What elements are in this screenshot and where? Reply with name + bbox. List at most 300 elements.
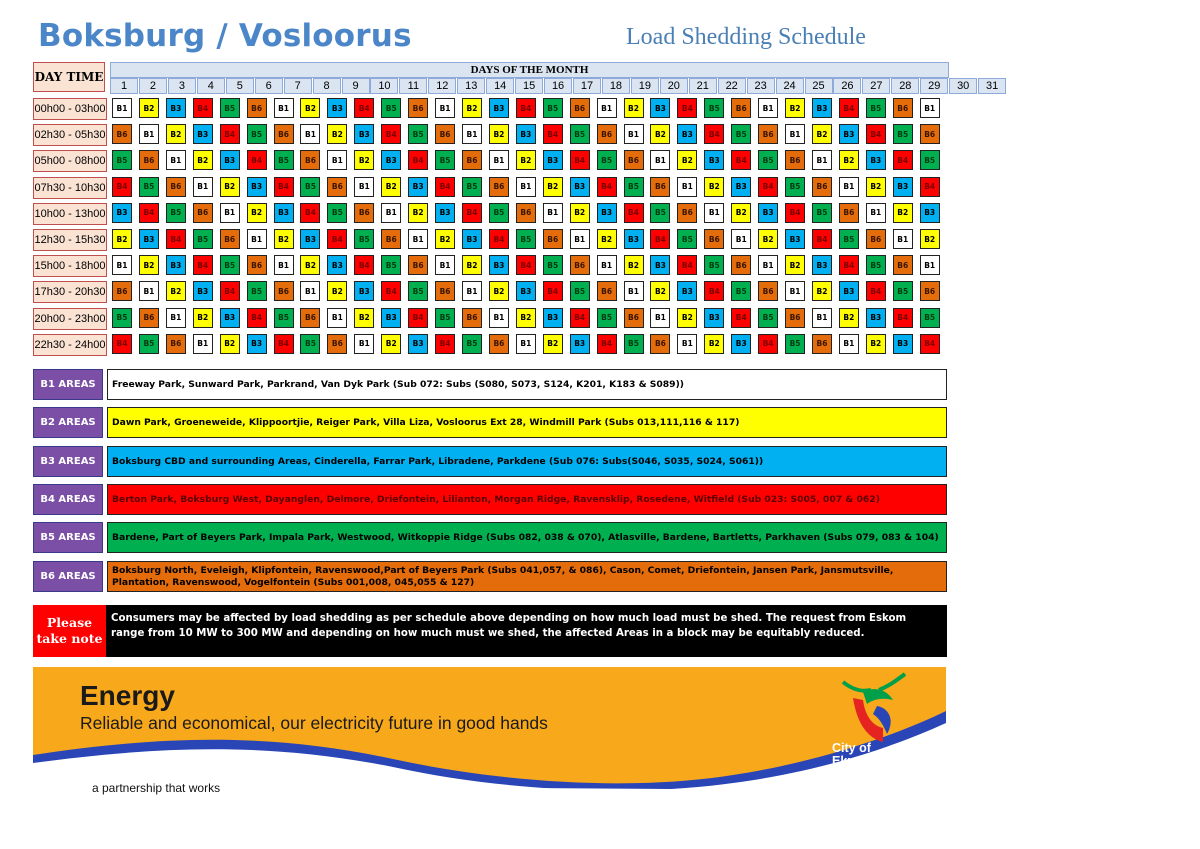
block-cell: B2 [300,98,320,118]
day-number: 2 [139,78,167,94]
block-cell: B3 [489,98,509,118]
block-cell: B1 [193,177,213,197]
block-cell: B4 [570,150,590,170]
block-cell: B4 [408,150,428,170]
block-cell: B6 [462,150,482,170]
block-cells [112,229,947,249]
day-number: 4 [197,78,225,94]
block-cell: B1 [785,124,805,144]
block-cells [112,334,947,354]
area-label: B5 AREAS [33,522,103,553]
block-cell: B4 [462,203,482,223]
block-cell: B4 [274,334,294,354]
block-cell: B2 [166,281,186,301]
block-cell: B4 [327,229,347,249]
day-number: 29 [920,78,948,94]
block-cell: B1 [543,203,563,223]
page-title: Boksburg / Vosloorus [38,18,412,54]
block-cell: B2 [193,150,213,170]
block-cell: B2 [597,229,617,249]
block-cells [112,98,947,118]
block-cell: B3 [274,203,294,223]
block-cell: B6 [166,334,186,354]
city-logo-icon [835,668,915,748]
block-cell: B5 [650,203,670,223]
block-cell: B4 [112,334,132,354]
day-number: 14 [486,78,514,94]
area-description: Berton Park, Boksburg West, Dayanglen, Delmore, Driefontein, Lilianton, Morgan Ridge, Ravensklip, Rosedene, Witfield (Sub 023: S005, 007 & 062) [107,484,947,515]
time-slot-label: 15h00 - 18h00 [33,255,107,277]
block-cell: B5 [570,124,590,144]
block-cell: B3 [408,177,428,197]
block-cell: B4 [516,98,536,118]
block-cell: B5 [489,203,509,223]
block-cell: B5 [408,124,428,144]
block-cell: B1 [435,98,455,118]
block-cell: B1 [597,98,617,118]
block-cell: B3 [812,98,832,118]
block-cell: B6 [624,308,644,328]
block-cell: B3 [543,150,563,170]
block-cell: B6 [543,229,563,249]
block-cell: B1 [489,308,509,328]
block-cell: B1 [839,334,859,354]
block-cell: B2 [920,229,940,249]
block-cell: B4 [435,334,455,354]
block-cell: B6 [920,124,940,144]
block-cell: B1 [354,334,374,354]
block-cell: B5 [462,334,482,354]
block-cell: B3 [381,308,401,328]
block-cell: B6 [866,229,886,249]
block-cell: B5 [624,334,644,354]
block-cell: B2 [381,334,401,354]
notice-box [33,605,947,657]
block-cell: B1 [220,203,240,223]
block-cell: B5 [435,150,455,170]
day-number: 8 [313,78,341,94]
area-label: B4 AREAS [33,484,103,515]
block-cell: B6 [274,281,294,301]
block-cell: B4 [166,229,186,249]
block-cell: B4 [139,203,159,223]
block-cell: B1 [300,281,320,301]
area-row [33,446,947,477]
block-cell: B6 [247,98,267,118]
block-cell: B6 [677,203,697,223]
block-cell: B5 [274,150,294,170]
area-row [33,407,947,438]
block-cell: B4 [193,98,213,118]
block-cell: B1 [139,124,159,144]
energy-heading: Energy [80,680,175,711]
block-cell: B3 [570,334,590,354]
block-cell: B4 [785,203,805,223]
day-time-header: DAY TIME [33,62,105,92]
block-cell: B3 [704,150,724,170]
block-cell: B6 [139,150,159,170]
block-cell: B1 [624,281,644,301]
block-cell: B2 [354,150,374,170]
block-cell: B5 [597,308,617,328]
block-cell: B1 [704,203,724,223]
block-cell: B6 [354,203,374,223]
block-cell: B4 [381,281,401,301]
block-cell: B4 [408,308,428,328]
block-cell: B3 [166,255,186,275]
block-cell: B2 [220,177,240,197]
block-cell: B2 [462,98,482,118]
block-cell: B5 [381,98,401,118]
block-cell: B2 [704,334,724,354]
block-cell: B4 [247,150,267,170]
block-cell: B3 [677,124,697,144]
block-cell: B5 [139,334,159,354]
block-cell: B3 [193,281,213,301]
block-cell: B3 [516,281,536,301]
block-cell: B3 [300,229,320,249]
block-cell: B3 [516,124,536,144]
block-cell: B6 [570,98,590,118]
day-number: 23 [747,78,775,94]
block-cell: B5 [920,308,940,328]
day-number: 31 [978,78,1006,94]
block-cell: B6 [758,124,778,144]
block-cell: B5 [624,177,644,197]
block-cell: B4 [516,255,536,275]
block-cell: B5 [731,281,751,301]
block-cell: B1 [139,281,159,301]
block-cell: B4 [893,308,913,328]
block-cell: B4 [597,334,617,354]
block-cell: B5 [193,229,213,249]
day-number: 9 [342,78,370,94]
block-cell: B2 [731,203,751,223]
block-cell: B3 [650,255,670,275]
block-cell: B3 [435,203,455,223]
block-cell: B3 [139,229,159,249]
block-cell: B2 [274,229,294,249]
block-cell: B6 [758,281,778,301]
time-slot-label: 22h30 - 24h00 [33,334,107,356]
block-cells [112,124,947,144]
block-cell: B4 [381,124,401,144]
block-cell: B5 [220,255,240,275]
block-cell: B2 [489,124,509,144]
block-cell: B6 [247,255,267,275]
block-cells [112,150,947,170]
block-cell: B2 [704,177,724,197]
block-cell: B4 [435,177,455,197]
block-cell: B5 [543,255,563,275]
block-cell: B5 [327,203,347,223]
block-cell: B1 [300,124,320,144]
block-cell: B5 [300,177,320,197]
block-cell: B1 [166,308,186,328]
block-cell: B4 [300,203,320,223]
day-number: 6 [255,78,283,94]
block-cell: B5 [408,281,428,301]
day-number: 27 [862,78,890,94]
block-cell: B2 [193,308,213,328]
days-of-month-header: DAYS OF THE MONTH [110,62,949,78]
block-cell: B2 [112,229,132,249]
block-cell: B5 [570,281,590,301]
block-cell: B3 [408,334,428,354]
block-cell: B1 [677,177,697,197]
block-cell: B1 [462,124,482,144]
day-number: 3 [168,78,196,94]
area-description: Bardene, Part of Beyers Park, Impala Park, Westwood, Witkoppie Ridge (Subs 082, 038 & 070), Atlasville, Bardene, Bartletts, Parkhaven (Subs 079, 083 & 104) [107,522,947,553]
block-cell: B3 [758,203,778,223]
block-cell: B1 [166,150,186,170]
block-cell: B1 [893,229,913,249]
notice-text: Consumers may be affected by load shedding as per schedule above depending on how much load must be shed. The request from Eskom range from 10 MW to 300 MW and depending on how much must we shed, the affected Areas in a block may be equitably reduced. [106,605,947,657]
block-cell: B2 [812,124,832,144]
area-row [33,484,947,515]
block-cell: B4 [543,124,563,144]
block-cell: B6 [570,255,590,275]
day-number: 26 [833,78,861,94]
area-label: B2 AREAS [33,407,103,438]
block-cell: B5 [139,177,159,197]
area-description: Freeway Park, Sunward Park, Parkrand, Van Dyk Park (Sub 072: Subs (S080, S073, S124, K201, K183 & S089)) [107,369,947,400]
block-cell: B4 [624,203,644,223]
area-description: Boksburg CBD and surrounding Areas, Cinderella, Farrar Park, Libradene, Parkdene (Sub 076: Subs(S046, S035, S024, S061)) [107,446,947,477]
block-cell: B6 [597,281,617,301]
area-label: B3 AREAS [33,446,103,477]
block-cell: B2 [785,255,805,275]
block-cell: B3 [920,203,940,223]
block-cell: B2 [758,229,778,249]
block-cell: B3 [327,98,347,118]
block-cell: B2 [839,150,859,170]
block-cell: B3 [166,98,186,118]
block-cell: B5 [247,281,267,301]
block-cell: B5 [543,98,563,118]
notice-label: Please take note [33,605,106,657]
block-cell: B4 [920,177,940,197]
block-cell: B5 [866,255,886,275]
block-cell: B4 [570,308,590,328]
block-cell: B5 [839,229,859,249]
block-cell: B4 [650,229,670,249]
area-row [33,369,947,400]
block-cell: B2 [543,334,563,354]
block-cell: B6 [112,124,132,144]
block-cell: B1 [408,229,428,249]
block-cell: B4 [839,255,859,275]
block-cell: B3 [839,124,859,144]
day-number: 11 [399,78,427,94]
block-cell: B5 [166,203,186,223]
block-cell: B2 [139,98,159,118]
block-cell: B6 [408,255,428,275]
block-cell: B6 [327,177,347,197]
block-cell: B3 [489,255,509,275]
block-cell: B4 [112,177,132,197]
block-cell: B2 [785,98,805,118]
day-number: 22 [718,78,746,94]
block-cell: B6 [731,255,751,275]
block-cell: B5 [247,124,267,144]
block-cell: B3 [462,229,482,249]
block-cell: B3 [247,334,267,354]
block-cell: B2 [624,255,644,275]
block-cell: B2 [866,334,886,354]
block-cell: B6 [139,308,159,328]
block-cell: B1 [920,255,940,275]
block-cell: B6 [731,98,751,118]
block-cell: B2 [327,281,347,301]
block-cell: B1 [516,334,536,354]
block-cell: B4 [677,255,697,275]
block-cell: B6 [785,150,805,170]
block-cell: B1 [462,281,482,301]
time-slot-label: 05h00 - 08h00 [33,150,107,172]
block-cell: B2 [300,255,320,275]
block-cell: B4 [812,229,832,249]
block-cell: B3 [193,124,213,144]
block-cell: B5 [866,98,886,118]
block-cell: B3 [327,255,347,275]
block-cell: B2 [462,255,482,275]
block-cell: B4 [866,281,886,301]
block-cell: B2 [812,281,832,301]
block-cell: B2 [489,281,509,301]
day-number: 5 [226,78,254,94]
day-number: 17 [573,78,601,94]
block-cell: B2 [866,177,886,197]
city-name-line1: City of [832,741,871,755]
block-cell: B1 [327,150,347,170]
block-cell: B1 [650,308,670,328]
time-slot-label: 10h00 - 13h00 [33,203,107,225]
block-cell: B2 [327,124,347,144]
block-cell: B2 [381,177,401,197]
block-cell: B2 [893,203,913,223]
block-cell: B1 [812,150,832,170]
block-cell: B5 [112,150,132,170]
day-number: 16 [544,78,572,94]
block-cell: B1 [624,124,644,144]
block-cell: B2 [839,308,859,328]
page-subtitle: Load Shedding Schedule [626,24,866,50]
block-cell: B6 [435,281,455,301]
block-cell: B2 [650,281,670,301]
block-cell: B4 [893,150,913,170]
block-cell: B6 [597,124,617,144]
block-cell: B2 [624,98,644,118]
block-cell: B4 [354,98,374,118]
block-cell: B5 [731,124,751,144]
block-cell: B5 [597,150,617,170]
block-cell: B4 [866,124,886,144]
block-cell: B2 [543,177,563,197]
block-cell: B2 [247,203,267,223]
day-number: 13 [457,78,485,94]
block-cell: B2 [139,255,159,275]
block-cell: B4 [543,281,563,301]
block-cell: B3 [543,308,563,328]
block-cell: B1 [650,150,670,170]
block-cell: B5 [462,177,482,197]
block-cell: B3 [785,229,805,249]
area-label: B1 AREAS [33,369,103,400]
block-cell: B5 [704,98,724,118]
block-cell: B6 [516,203,536,223]
block-cell: B3 [893,334,913,354]
block-cell: B4 [597,177,617,197]
day-number: 1 [110,78,138,94]
block-cell: B1 [381,203,401,223]
block-cell: B3 [650,98,670,118]
time-slot-label: 20h00 - 23h00 [33,308,107,330]
block-cell: B6 [435,124,455,144]
block-cell: B4 [704,281,724,301]
day-number: 20 [660,78,688,94]
block-cell: B4 [677,98,697,118]
block-cell: B3 [866,150,886,170]
block-cell: B3 [112,203,132,223]
block-cells [112,177,947,197]
block-cell: B1 [516,177,536,197]
block-cell: B6 [193,203,213,223]
area-description: Dawn Park, Groeneweide, Klippoortjie, Reiger Park, Villa Liza, Vosloorus Ext 28, Windmill Park (Subs 013,111,116 & 117) [107,407,947,438]
block-cell: B6 [812,177,832,197]
block-cell: B2 [677,308,697,328]
block-cell: B5 [220,98,240,118]
block-cell: B5 [274,308,294,328]
block-cell: B1 [354,177,374,197]
block-cell: B3 [624,229,644,249]
block-cell: B6 [274,124,294,144]
city-name [832,742,897,768]
day-number: 21 [689,78,717,94]
block-cell: B2 [354,308,374,328]
block-cell: B3 [893,177,913,197]
block-cell: B6 [839,203,859,223]
block-cell: B5 [704,255,724,275]
block-cell: B4 [193,255,213,275]
block-cell: B3 [812,255,832,275]
day-number: 10 [370,78,398,94]
time-slot-label: 12h30 - 15h30 [33,229,107,251]
time-slot-label: 00h00 - 03h00 [33,98,107,120]
area-label: B6 AREAS [33,561,103,592]
block-cell: B2 [435,229,455,249]
block-cell: B3 [220,308,240,328]
block-cell: B6 [704,229,724,249]
block-cell: B6 [812,334,832,354]
block-cells [112,255,947,275]
area-row [33,522,947,553]
block-cell: B5 [300,334,320,354]
block-cell: B4 [354,255,374,275]
block-cell: B1 [866,203,886,223]
day-number: 12 [428,78,456,94]
block-cell: B6 [893,98,913,118]
block-cell: B3 [220,150,240,170]
day-number: 24 [776,78,804,94]
block-cell: B2 [650,124,670,144]
block-cell: B1 [247,229,267,249]
block-cell: B1 [570,229,590,249]
block-cell: B5 [893,124,913,144]
time-slot-label: 17h30 - 20h30 [33,281,107,303]
block-cells [112,203,947,223]
block-cell: B1 [677,334,697,354]
